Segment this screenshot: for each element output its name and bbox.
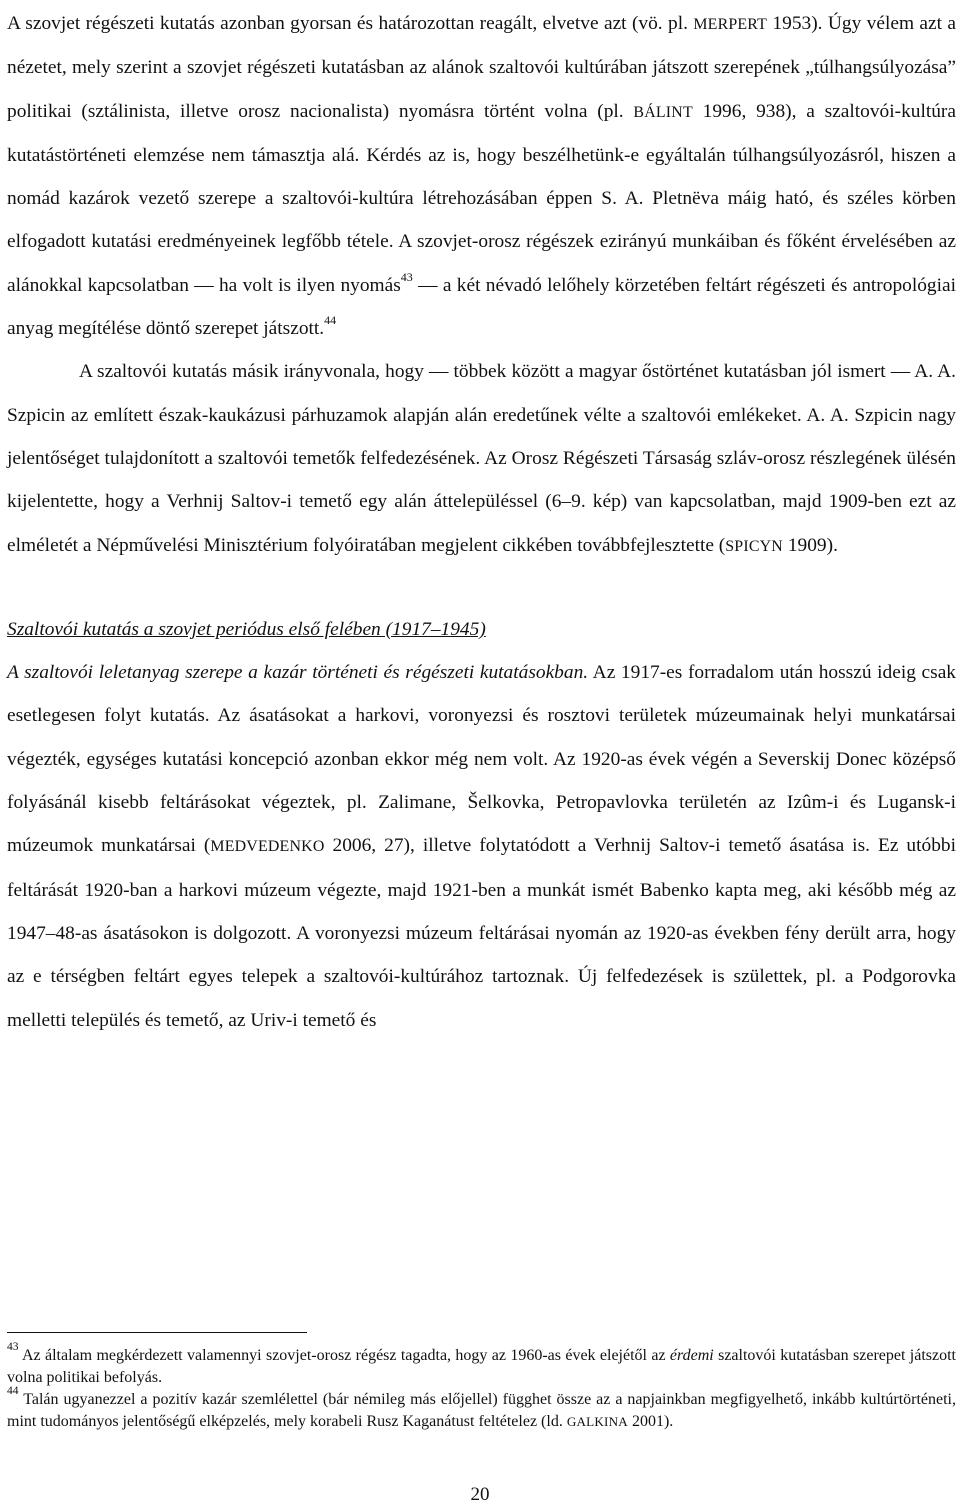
text: A szovjet régészeti kutatás azonban gyorsan és határozottan reagált, elvetve azt (vö. pl.: [7, 13, 694, 34]
text: Az általam megkérdezett valamennyi szovjet-orosz régész tagadta, hogy az 1960-as évek elejétől az: [18, 1347, 670, 1364]
text: Talán ugyanezzel a pozitív kazár szemlélettel (bár némileg más előjellel) függhet össze az a napjainkban megfigyelhető, inkább kultúrtörténeti, mint tudományos jelentőségű elképzelés, mely korabeli Rusz Kaganátust feltételez (ld.: [7, 1391, 956, 1430]
text: 2001).: [627, 1413, 674, 1430]
text: 2006, 27), illetve folytatódott a Verhnij Saltov-i temető ásatása is. Ez utóbbi feltárását 1920-ban a harkovi múzeum végezte, majd 1921-ben a munkát ismét Babenko kapta meg, aki később még az 1947–48-as ásatásokon is dolgozott. A voronyezsi múzeum feltárásai nyomán az 1920-as években fény derült arra, hogy az e térségben feltárt egyes telepek a szaltovói-kultúrához tartoznak. Új felfedezések is születtek, pl. a Podgorovka melletti település és temető, az Uriv-i temető és: [7, 835, 956, 1031]
author-citation: BÁLINT: [633, 103, 693, 121]
paragraph-3: [7, 651, 956, 1042]
text: A szaltovói kutatás másik irányvonala, hogy — többek között a magyar őstörténet kutatásban jól ismert — A. A. Szpicin az említett észak-kaukázusi párhuzamok alapján alán eredetűnek vélte a szaltovói emlékeket. A. A. Szpicin nagy jelentőséget tulajdonított a szaltovói temetők felfedezésének. Az Orosz Régészeti Társaság szláv-orosz részlegének ülésén kijelentette, hogy a Verhnij Saltov-i temető egy alán áttelepüléssel (6–9. kép) van kapcsolatban, majd 1909-ben ezt az elméletét a Népművelési Minisztérium folyóiratában megjelent cikkében továbbfejlesztette (: [7, 361, 956, 556]
author-citation: MEDVEDENKO: [210, 838, 325, 856]
text: — a két névadó lelőhely körzetében feltárt régészeti és antropológiai anyag megítélése döntő szerepet játszott.: [7, 274, 956, 340]
paragraph-lead: A szaltovói leletanyag szerepe a kazár történeti és régészeti kutatásokban.: [7, 662, 589, 684]
footnote-divider: [7, 1332, 307, 1333]
author-citation: MERPERT: [693, 16, 768, 33]
author-citation: SPICYN: [725, 537, 783, 555]
text: 1953). Úgy vélem azt a nézetet, mely szerint a szovjet régészeti kutatásban az alánok szaltovói kultúrában játszott szerepének „túlhangsúlyozása” politikai (sztálinista, illetve orosz nacionalista) nyomásra történt volna (pl.: [7, 13, 956, 122]
footnote-ref-44[interactable]: 44: [324, 313, 337, 328]
footnote-43: [7, 1340, 956, 1389]
emphasis: érdemi: [669, 1347, 714, 1364]
footnote-ref-43[interactable]: 43: [400, 269, 413, 284]
text: 1996, 938), a szaltovói-kultúra kutatástörténeti elemzése nem támasztja alá. Kérdés az is, hogy beszélhetünk-e egyáltalán túlhangsúlyozásról, hiszen a nomád kazárok vezető szerepe a szaltovói-kultúra létrehozásában éppen S. A. Pletnëva máig ható, és széles körben elfogadott kutatási eredményeinek legfőbb tétele. A szovjet-orosz régészek ezirányú munkáiban és főként érvelésében az alánokkal kapcsolatban — ha volt is ilyen nyomás: [7, 100, 956, 296]
footnote-44: [7, 1384, 956, 1433]
paragraph-2: [7, 350, 956, 567]
text: 1909).: [782, 534, 838, 556]
section-heading: Szaltovói kutatás a szovjet periódus első felében (1917–1945): [7, 618, 486, 640]
author-citation: GALKINA: [566, 1414, 628, 1429]
footnotes: [7, 1340, 956, 1433]
text: Az 1917-es forradalom után hosszú ideig csak esetlegesen folyt kutatás. Az ásatásokat a harkovi, voronyezsi és rosztovi területek múzeumainak helyi munkatársai végezték, egységes kutatási koncepció azonban ekkor még nem volt. Az 1920-as évek végén a Severskij Donec középső folyásánál kisebb feltárásokat végeztek, pl. Zalimane, Šelkovka, Petropavlovka területén az Izûm-i és Lugansk-i múzeumok munkatársai (: [7, 662, 957, 857]
page-number: 20: [470, 1484, 490, 1505]
page-body: [7, 2, 956, 1042]
paragraph-1: [7, 2, 956, 350]
footnote-number: 43: [7, 1340, 19, 1353]
footnote-number: 44: [7, 1384, 19, 1397]
text: szaltovói kutatásban szerepet játszott volna politikai befolyás.: [7, 1347, 956, 1386]
